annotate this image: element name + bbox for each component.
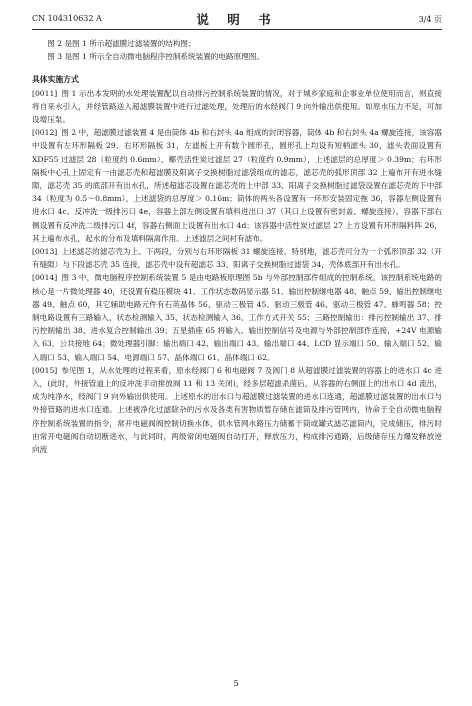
page-reference: 3/4 页 [418, 15, 442, 24]
header-divider [32, 29, 442, 30]
page-body [32, 37, 442, 456]
section-heading: 具体实施方式 [32, 75, 79, 85]
paragraph-0011 [32, 87, 442, 127]
paragraph-0014 [32, 271, 442, 363]
paragraph-number: [0015] [32, 365, 58, 375]
paragraph-0012 [32, 126, 442, 245]
page-number: 5 [233, 679, 239, 688]
paragraph-number: [0011] [32, 88, 58, 98]
paragraph-text: 上述滤芯的滤芯壳为上、下两段，分别与右环形隔板 31 螺旋连接。特别地，滤芯壳可分为一个弧形顶部 32（开有缝隙）与下段滤芯壳 35 连接，滤芯壳中设有超滤芯 33、阳离子交换树脂过滤袋 34，壳体底部开有出水孔。 [32, 247, 442, 270]
paragraph-text: 图 2 中，超滤膜过滤装置 4 是由筒体 4b 和右封头 4a 组成的封闭容器，筒体 4b 和右封头 4a 螺旋连接，该容器中设置有左环形隔板 29、右环形隔板 31，左滤板上开有数个圆形孔，圆形孔上均设有短柄滤头 30，滤头表面设置有 XDF55 过滤层 28（粒度约 0.6mm）、椰壳活性炭过滤层 27（粒度约 0.9mm），上述滤层的总厚度＞ 0.39m；右环形隔板中心孔上固定有一由滤芯壳和超滤膜及阳离子交换树脂过滤袋组成的滤芯，滤芯壳的弧形顶部 32 上遍布开有进水缝隙，滤芯壳 35 的底部开有出水孔，所述超滤芯设置在滤芯壳的上中部 33、阳离子交换树脂过滤袋设置在滤芯壳的下中部 34（粒度为 0.5～0.8mm），上述滤袋的总厚度＞ 0.16m；筒体的两头各设置有一环形安装固定拖 36，容器左侧设置有进水口 4c、反冲洗一级排污口 4e，容器上部左侧设置有填料进出口 37（其口上设置有密封盖、螺旋连接），容器下部右侧设置有反冲洗二级排污口 4f，容器右侧面上设置有出水口 4d；该容器中活性炭过滤层 27 上方设置有环形隔料阵 26，其上遍布水孔，起水的分布及填料隔离作用。上述滤层之间衬有滤布。 [32, 128, 442, 243]
page-header [32, 10, 442, 26]
paragraph-number: [0014] [32, 273, 58, 283]
figure-caption: 图 3 是图 1 所示全自动微电脑程序控制系统装置的电路原理图。 [47, 52, 264, 62]
paragraph-number: [0013] [32, 247, 58, 257]
document-title: 说 明 书 [196, 12, 278, 27]
publication-number: CN 104310632 A [32, 14, 102, 23]
paragraph-number: [0012] [32, 128, 58, 138]
figure-caption: 图 2 是图 1 所示超滤膜过滤装置的结构图； [47, 39, 196, 48]
paragraph-0015 [32, 364, 442, 456]
paragraph-text: 图 1 示出本发明的水处理装置配以自动排污控制系统装置的情况，对于城乡家庭和企事业单位使用而言，则直接将自来水引入，并经管路送入超滤膜装置中进行过滤处理，处理后的水经阀门 9 向外输出供使用。如原水压力不足，可加设增压泵。 [32, 88, 442, 125]
paragraph-0013 [32, 245, 442, 271]
paragraph-text: 图 3 中，微电脑程序控制系统装置 5 是由电路板原理图 5b 与外部控制部件组成的控制系统，该控制系统电路的核心是一片微处理器 40，还设置有稳压模块 41、工作状态数码显示器 51、输出控制继电器 48、触点 59、输出控制继电器 49、触点 60，其它辅助电路元件有石英晶体 56、驱动三极管 45、驱动三极管 46、驱动三极管 47、蜂鸣器 58；控制电路设置有三路输入，状态检测输入 35、状态检测输入 36、工作方式开关 55；三路控制输出：排污控制输出 37、排污控制输出 38、进水复合控制输出 39；五星插座 65 将输入、输出控制信号及电源与外部控制部件连接，+24V 电源输入 63，公共接地 64；微处理器引脚：输出端口 42、输出端口 43、输出端口 44、LCD 显示端口 50、输入端口 52、输入端口 53、输入端口 54、电源端口 57、晶体端口 61、晶体端口 62。 [32, 273, 442, 362]
paragraph-text: 参见图 1，从水处理的过程来看，原水经阀门 6 和电磁阀 7 及阀门 8 从超滤膜过滤装置的容器上的进水口 4c 进入，(此时，外接管道上的反冲洗手动排放阀 11 和 13 关闭)，经多层超滤杀菌后，从容器的右侧面上的出水口 4d 流出，成为纯净水，经阀门 9 向外输出供使用。上述原水的出水口与超滤膜过滤装置的进水口连通，超滤膜过滤装置的出水口与外接管路的进水口连通。上述被净化过滤除杂的污水及各类有害物质暂存储在滤筒及排污管网内，待命于全自动微电脑程序控制系统装置的指令，常开电磁阀阀控制切换水体，供水管网水路压力储蓄于筒或罐式滤芯滤筒内，完成储压，排污时由常开电磁阀自动切断进水，与此同时，两级常闭电磁阀自动打开，释放压力，构成排污通路，后级储存压力爆发释放逆向流 [32, 365, 442, 455]
